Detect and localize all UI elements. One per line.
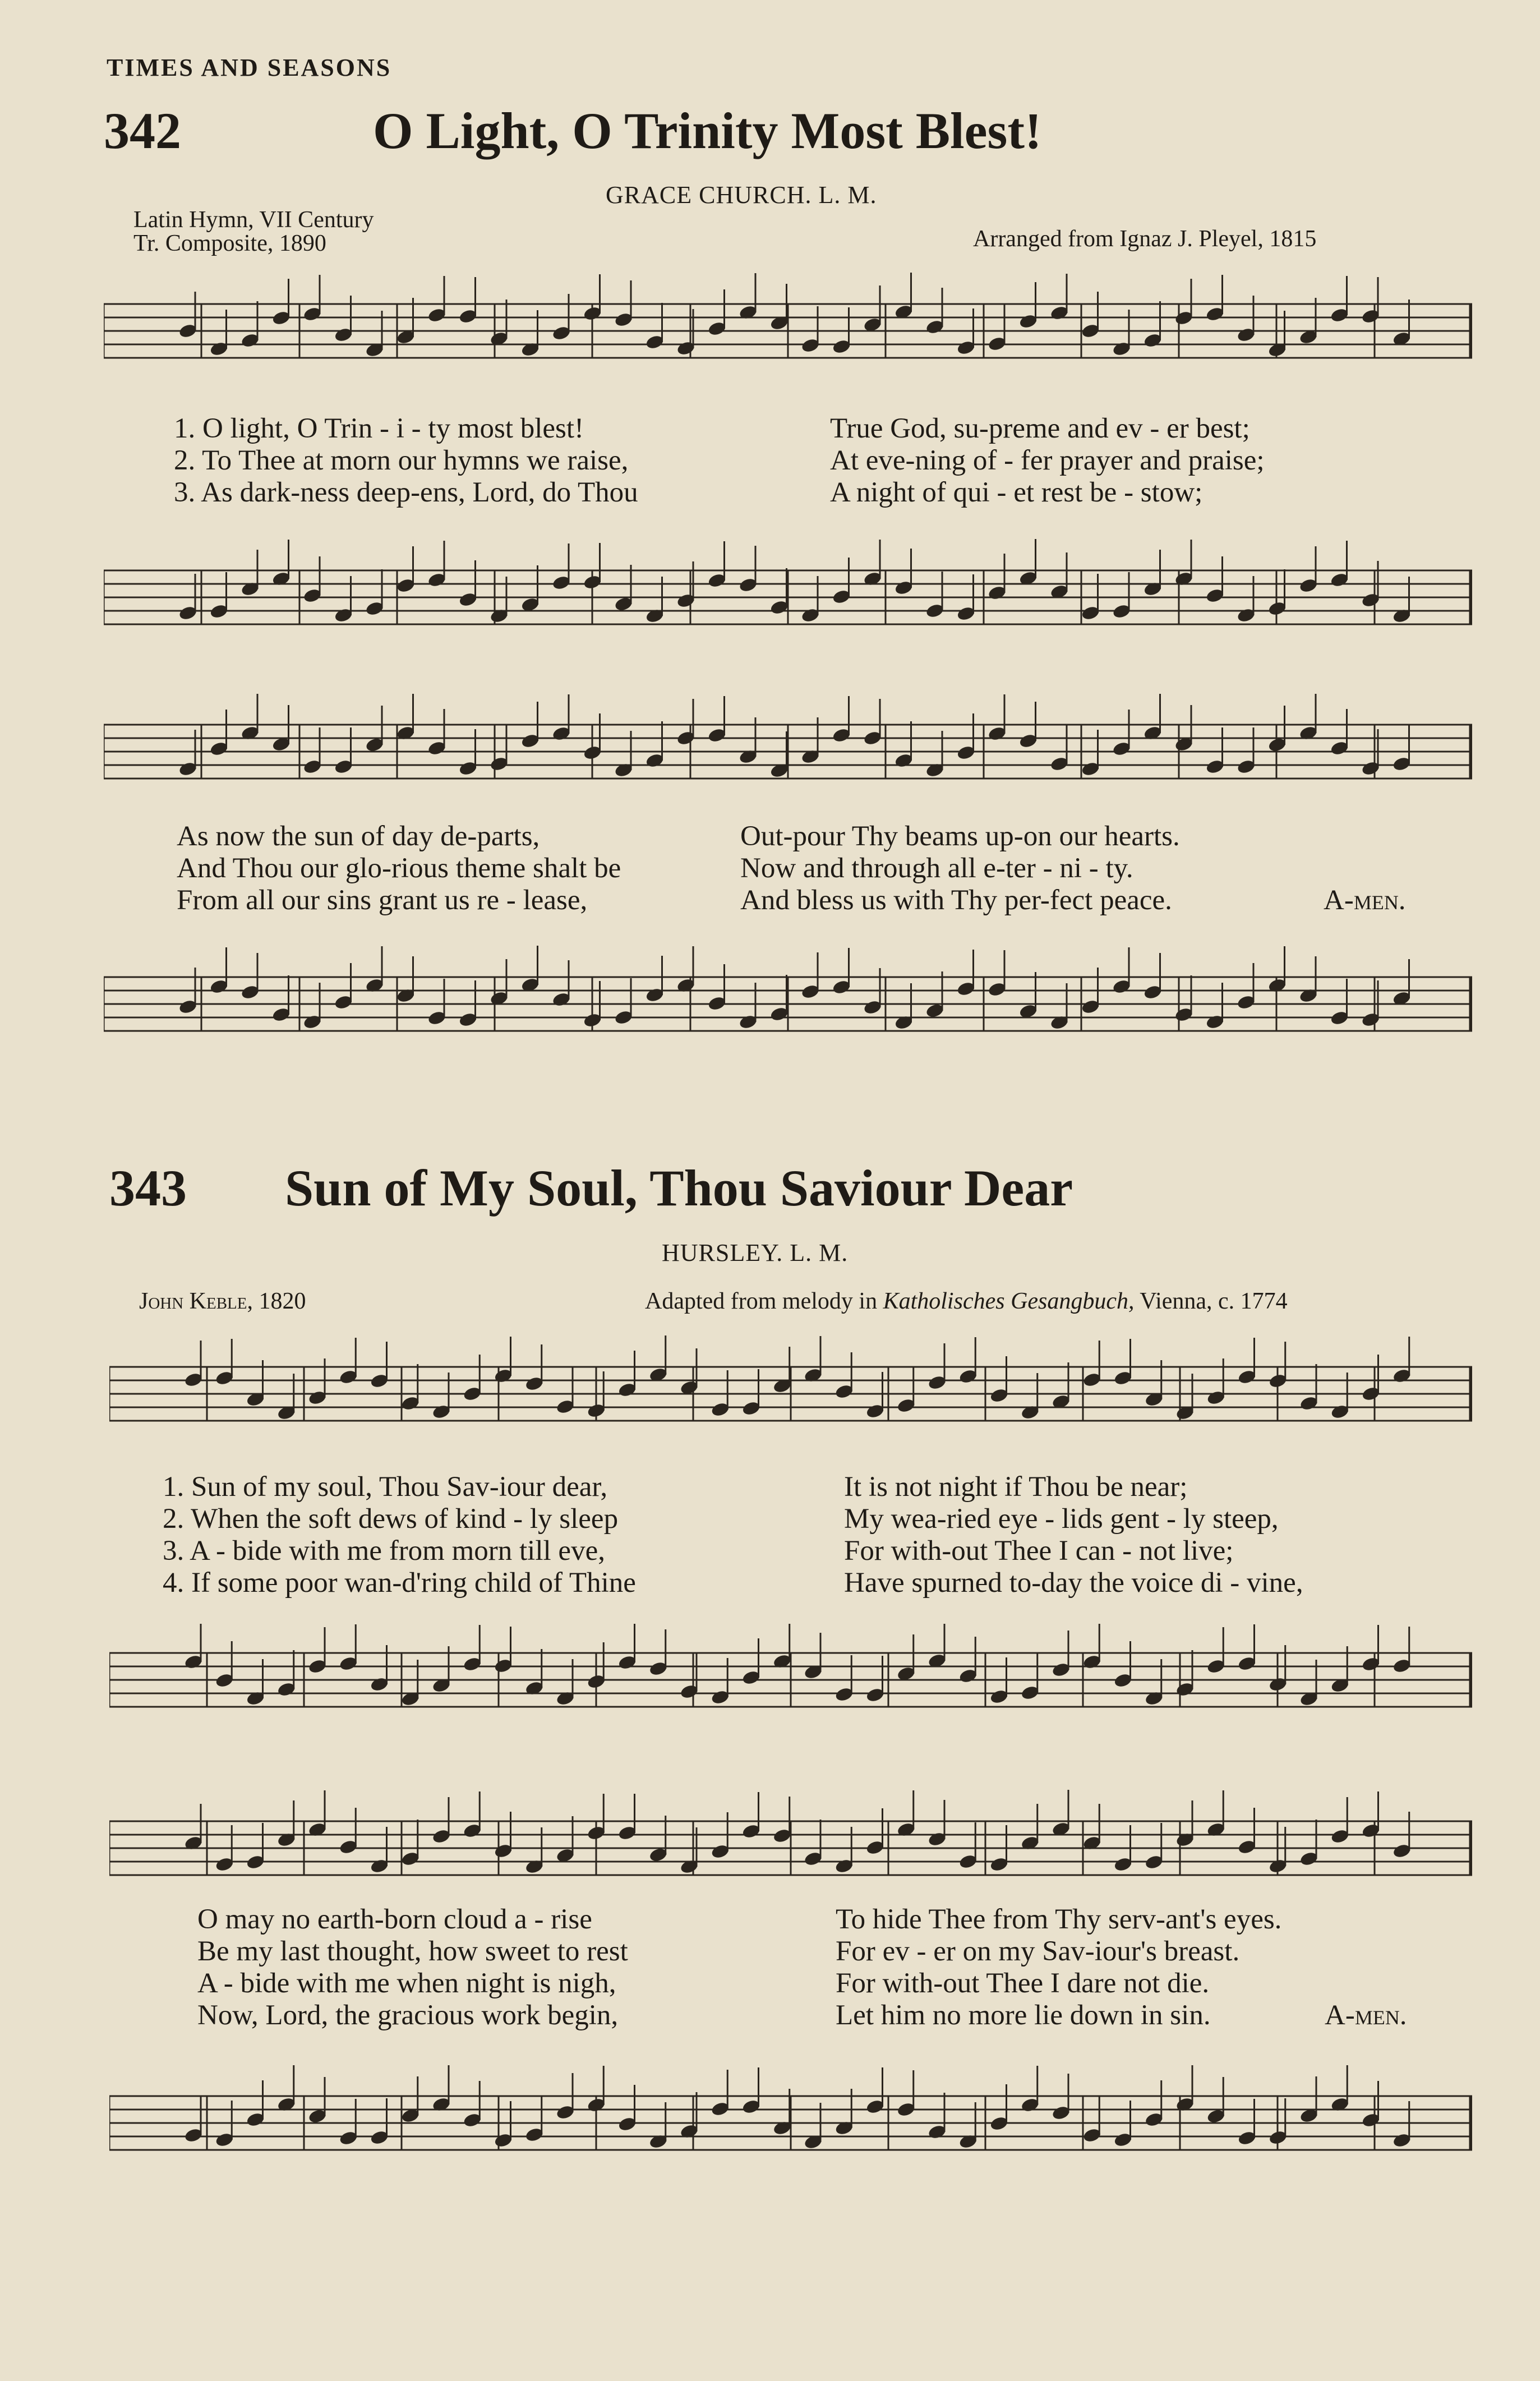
hymn-342-verse-1-line-2a: As now the sun of day de-parts,	[177, 821, 540, 852]
hymn-342-treble-staff-2	[104, 687, 1472, 816]
hymn-343-amen: A-men.	[1325, 2000, 1407, 2031]
hymn-343-verse-2-line-1a: 2. When the soft dews of kind - ly sleep	[163, 1503, 619, 1535]
section-label: TIMES AND SEASONS	[107, 54, 392, 81]
hymn-342-tune: GRACE CHURCH. L. M.	[606, 181, 877, 209]
hymn-343-treble-staff-2	[109, 1784, 1472, 1913]
hymn-343-verse-4-line-1a: 4. If some poor wan-d'ring child of Thine	[163, 1567, 636, 1599]
hymn-343-verse-1-line-1a: 1. Sun of my soul, Thou Sav-iour dear,	[163, 1471, 608, 1503]
hymn-343-verse-4-line-1b: Have spurned to-day the voice di - vine,	[844, 1567, 1303, 1599]
hymn-343-bass-staff-2	[109, 2053, 1472, 2193]
hymn-342-verse-3-line-1b: A night of qui - et rest be - stow;	[830, 477, 1203, 508]
hymn-343-treble-staff-1	[109, 1329, 1472, 1458]
hymn-343-title: Sun of My Soul, Thou Saviour Dear	[285, 1159, 1073, 1217]
hymn-343-tune: HURSLEY. L. M.	[662, 1239, 849, 1267]
hymn-343-verse-1-line-2a: O may no earth-born cloud a - rise	[197, 1904, 592, 1935]
hymn-343-verse-2-line-2b: For ev - er on my Sav-iour's breast.	[836, 1936, 1240, 1967]
hymn-343-verse-1-line-1b: It is not night if Thou be near;	[844, 1471, 1188, 1503]
hymn-343-verse-2-line-2a: Be my last thought, how sweet to rest	[197, 1936, 628, 1967]
hymn-342-bass-staff-2	[104, 931, 1472, 1077]
hymn-343-number: 343	[109, 1159, 187, 1217]
hymn-342-music-credit: Arranged from Ignaz J. Pleyel, 1815	[973, 226, 1317, 252]
hymn-342-verse-3-line-1a: 3. As dark-ness deep-ens, Lord, do Thou	[174, 477, 638, 508]
hymn-342-text-credit-1: Latin Hymn, VII Century	[133, 207, 374, 233]
hymn-343-verse-1-line-2b: To hide Thee from Thy serv-ant's eyes.	[836, 1904, 1282, 1935]
hymn-342-verse-3-line-2b: And bless us with Thy per-fect peace.	[740, 885, 1172, 916]
hymn-342-verse-1-line-1a: 1. O light, O Trin - i - ty most blest!	[174, 413, 584, 444]
hymn-342-number: 342	[104, 102, 181, 159]
hymn-342-bass-staff-1	[104, 524, 1472, 670]
hymn-343-verse-3-line-1b: For with-out Thee I can - not live;	[844, 1535, 1234, 1567]
hymn-343-music-credit: Adapted from melody in Katholisches Gesangbuch, Vienna, c. 1774	[645, 1288, 1288, 1314]
hymn-342-title: O Light, O Trinity Most Blest!	[373, 102, 1042, 159]
hymn-342-verse-2-line-1b: At eve-ning of - fer prayer and praise;	[830, 445, 1265, 476]
hymn-343-verse-3-line-1a: 3. A - bide with me from morn till eve,	[163, 1535, 605, 1567]
hymn-342-verse-2-line-2a: And Thou our glo-rious theme shalt be	[177, 853, 621, 884]
hymn-342-verse-1-line-1b: True God, su-preme and ev - er best;	[830, 413, 1250, 444]
hymn-342-verse-3-line-2a: From all our sins grant us re - lease,	[177, 885, 588, 916]
hymn-343-verse-4-line-2a: Now, Lord, the gracious work begin,	[197, 2000, 619, 2031]
hymn-342-treble-staff-1	[104, 266, 1472, 395]
hymn-342-text-credit-2: Tr. Composite, 1890	[133, 231, 326, 256]
hymn-343-bass-staff-1	[109, 1624, 1472, 1736]
hymn-343-verse-3-line-2b: For with-out Thee I dare not die.	[836, 1968, 1210, 1999]
hymn-343-verse-3-line-2a: A - bide with me when night is nigh,	[197, 1968, 616, 1999]
hymn-343-verse-4-line-2b: Let him no more lie down in sin.	[836, 2000, 1211, 2031]
hymn-342-verse-1-line-2b: Out-pour Thy beams up-on our hearts.	[740, 821, 1180, 852]
hymn-343-text-credit: John Keble, 1820	[139, 1288, 306, 1314]
hymn-342-verse-2-line-2b: Now and through all e-ter - ni - ty.	[740, 853, 1133, 884]
hymn-343-verse-2-line-1b: My wea-ried eye - lids gent - ly steep,	[844, 1503, 1279, 1535]
hymn-342-verse-2-line-1a: 2. To Thee at morn our hymns we raise,	[174, 445, 629, 476]
hymn-342-amen: A-men.	[1324, 885, 1406, 916]
